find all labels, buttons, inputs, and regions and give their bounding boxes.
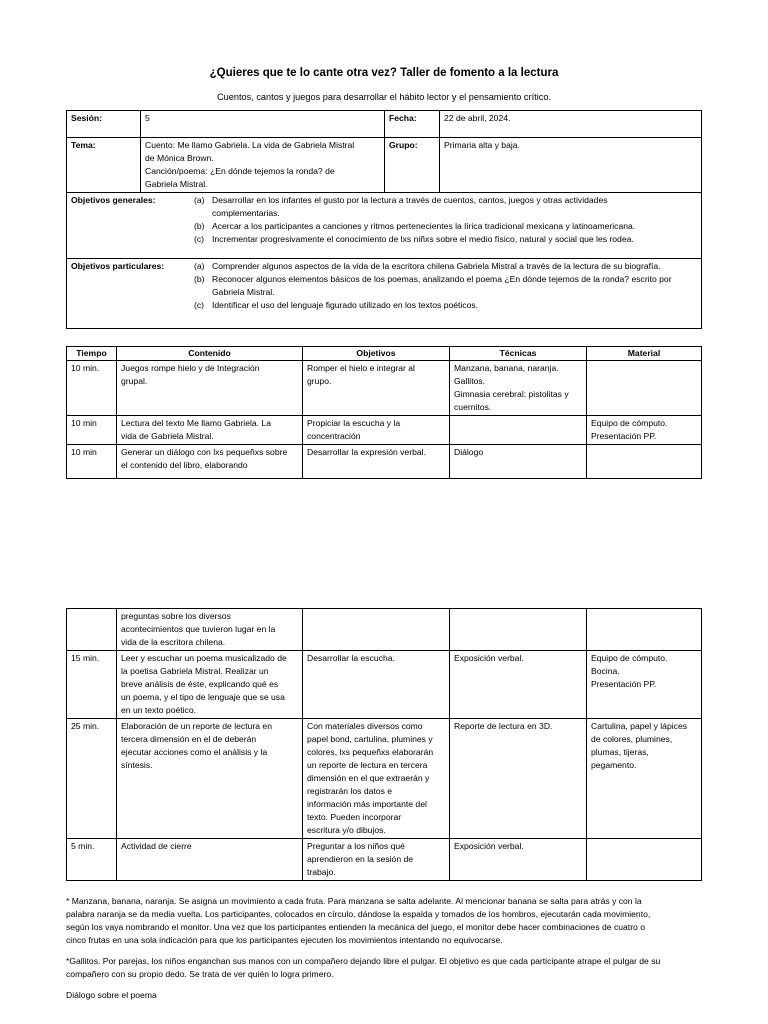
text-line: de Mónica Brown. (145, 153, 214, 163)
footnote-paragraph (66, 989, 706, 1002)
cell-tiempo (67, 416, 117, 445)
text-line: vida de Gabriela Mistral. (121, 431, 214, 441)
table-row (67, 416, 702, 445)
cell-objetivos (303, 361, 450, 416)
text-line: Gabriela Mistral. (145, 179, 208, 189)
text-line: Preguntar a los niños qué (307, 841, 405, 851)
text-line: papel bond, cartulina, plumines y (307, 734, 433, 744)
text-line: Generar un diálogo con lxs pequeñxs sobre (121, 447, 288, 457)
text-line: la poetisa Gabriela Mistral. Realizar un (121, 666, 269, 676)
text-line: escritura y/o dibujos. (307, 825, 386, 835)
footnote-paragraph (66, 895, 706, 947)
text-line: Presentación PP. (591, 431, 657, 441)
text-line: Con materiales diversos como (307, 721, 423, 731)
plan-table-page2 (66, 608, 702, 881)
cell-objetivos (303, 416, 450, 445)
text-line: Reconocer algunos elementos básicos de los poemas, analizando el poema ¿En dónde tejemos de la ronda? escrito por (212, 274, 672, 284)
cell-tecnicas (450, 651, 587, 719)
objective-item (194, 260, 697, 273)
text-line: colores, lxs pequeñxs elaborarán (307, 747, 434, 757)
text-line: 10 min (71, 447, 97, 457)
text-line: un poema, y el tipo de lenguaje que se usa (121, 692, 285, 702)
text-line: texto. Pueden incorporar (307, 812, 402, 822)
cell-tiempo (67, 445, 117, 479)
header-tecnicas: Técnicas (450, 347, 587, 361)
cell-contenido (117, 719, 303, 839)
text-line: ejecutar acciones como el análisis y la (121, 747, 268, 757)
header-contenido: Contenido (117, 347, 303, 361)
cell-tecnicas (450, 609, 587, 651)
cell-material (587, 416, 702, 445)
cell-material (587, 609, 702, 651)
text-line: de colores, plumines, (591, 734, 673, 744)
text-line: Reporte de lectura en 3D. (454, 721, 553, 731)
text-line: complementarias. (212, 208, 280, 218)
text-line: Leer y escuchar un poema musicalizado de (121, 653, 287, 663)
tema-value (141, 138, 385, 193)
objetivos-generales-list (194, 194, 697, 246)
objective-letter: (c) (194, 300, 205, 310)
text-line: pegamento. (591, 760, 637, 770)
text-line: plumas, tijeras, (591, 747, 649, 757)
text-line: información más importante del (307, 799, 427, 809)
text-line: cuernitos. (454, 402, 492, 412)
table-row (67, 361, 702, 416)
cell-tecnicas (450, 839, 587, 881)
text-line: Lectura del texto Me llamo Gabriela. La (121, 418, 271, 428)
text-line: concentración (307, 431, 361, 441)
text-line: Cuento: Me llamo Gabriela. La vida de Gabriela Mistral (145, 140, 355, 150)
cell-material (587, 445, 702, 479)
sesion-label: Sesión: (67, 111, 141, 138)
cell-material (587, 361, 702, 416)
cell-tiempo (67, 361, 117, 416)
cell-contenido (117, 651, 303, 719)
text-line: Canción/poema: ¿En dónde tejemos la ronda? de (145, 166, 335, 176)
objective-letter: (a) (194, 261, 205, 271)
cell-material (587, 719, 702, 839)
cell-objetivos (303, 839, 450, 881)
cell-tiempo (67, 609, 117, 651)
text-line: 5 min. (71, 841, 95, 851)
objective-item (194, 273, 697, 299)
text-line: Comprender algunos aspectos de la vida de la escritora chilena Gabriela Mistral a través de la lectura de su biografía. (212, 261, 661, 271)
table-row (67, 839, 702, 881)
text-line: Gallitos. (454, 376, 486, 386)
document-subtitle: Cuentos, cantos y juegos para desarrollar el hábito lector y el pensamiento crítico. (217, 92, 551, 102)
text-line: Juegos rompe hielo y de Integración (121, 363, 260, 373)
objetivos-generales-label: Objetivos generales: (71, 195, 156, 205)
text-line: Cartulina, papel y lápices (591, 721, 688, 731)
objective-item (194, 233, 697, 246)
text-line: Incrementar progresivamente el conocimiento de lxs niñxs sobre el medio físico, natural y social que les rodea. (212, 234, 634, 244)
text-line: 10 min. (71, 363, 100, 373)
grupo-label: Grupo: (385, 138, 440, 193)
text-line: Gimnasia cerebral: pistolitas y (454, 389, 569, 399)
tema-label: Tema: (67, 138, 141, 193)
text-line: Diálogo sobre el poema (66, 990, 157, 1000)
text-line: según los vaya nombrando el monitor. Una vez que los participantes entienden la mecánica del juego, el monitor debe hacer combinaciones de cuatro o (66, 922, 645, 932)
cell-objetivos (303, 445, 450, 479)
text-line: Desarrollar la expresión verbal. (307, 447, 426, 457)
cell-material (587, 651, 702, 719)
text-line: Bocina. (591, 666, 620, 676)
document-title: ¿Quieres que te lo cante otra vez? Taller de fomento a la lectura (209, 67, 559, 79)
text-line: *Gallitos. Por parejas, los niños enganchan sus manos con un compañero dejando libre el pulgar. El objetivo es que cada participante atrape el pulgar de su (66, 956, 661, 966)
cell-objetivos (303, 719, 450, 839)
objetivos-particulares-list (194, 260, 697, 312)
cell-material (587, 839, 702, 881)
cell-contenido (117, 445, 303, 479)
text-line: 25 min. (71, 721, 100, 731)
text-line: 15 min. (71, 653, 100, 663)
text-line: Equipo de cómputo. (591, 653, 668, 663)
fecha-value: 22 de abril, 2024. (440, 111, 702, 138)
cell-tecnicas (450, 361, 587, 416)
objective-item (194, 299, 697, 312)
text-line: Identificar el uso del lenguaje figurado utilizado en los textos poéticos. (212, 300, 479, 310)
text-line: Desarrollar en los infantes el gusto por la lectura a través de cuentos, cantos, juegos y otras actividades (212, 195, 608, 205)
text-line: Exposición verbal. (454, 653, 524, 663)
text-line: Exposición verbal. (454, 841, 524, 851)
plan-table-page1 (66, 346, 702, 479)
fecha-label: Fecha: (385, 111, 440, 138)
text-line: Gabriela Mistral. (212, 287, 275, 297)
text-line: palabra naranja se da media vuelta. Los participantes, colocados en círculo, dándose la espalda y tomados de los hombros, ejecutarán cada movimiento, (66, 909, 651, 919)
text-line: Propiciar la escucha y la (307, 418, 401, 428)
cell-tecnicas (450, 416, 587, 445)
text-line: vida de la escritora chilena. (121, 637, 226, 647)
sesion-value: 5 (141, 111, 385, 138)
footnotes (66, 895, 706, 1010)
text-line: Presentación PP. (591, 679, 657, 689)
cell-tiempo (67, 719, 117, 839)
header-tiempo: Tiempo (67, 347, 117, 361)
cell-tiempo (67, 651, 117, 719)
header-material: Material (587, 347, 702, 361)
text-line: grupal. (121, 376, 148, 386)
text-line: trabajo. (307, 867, 336, 877)
cell-contenido (117, 416, 303, 445)
objective-letter: (b) (194, 274, 205, 284)
footnote-paragraph (66, 955, 706, 981)
cell-contenido (117, 361, 303, 416)
session-info-table (66, 110, 702, 329)
text-line: Actividad de cierre (121, 841, 192, 851)
text-line: aprendieron en la sesión de (307, 854, 414, 864)
text-line: * Manzana, banana, naranja. Se asigna un movimiento a cada fruta. Para manzana se salta adelante. Al mencionar banana se salta para atrás y con la (66, 896, 642, 906)
table-row (67, 609, 702, 651)
text-line: Equipo de cómputo. (591, 418, 668, 428)
table-row (67, 651, 702, 719)
objective-item (194, 220, 697, 233)
text-line: cinco frutas en una sola indicación para que los participantes ejecuten los movimientos intentando no equivocarse. (66, 935, 503, 945)
cell-tecnicas (450, 719, 587, 839)
cell-contenido (117, 839, 303, 881)
text-line: 10 min (71, 418, 97, 428)
text-line: Acercar a los participantes a canciones y ritmos pertenecientes la lírica tradicional mexicana y latinoamericana. (212, 221, 636, 231)
objective-item (194, 194, 697, 220)
header-objetivos: Objetivos (303, 347, 450, 361)
text-line: Romper el hielo e integrar al (307, 363, 415, 373)
text-line: preguntas sobre los diversos (121, 611, 231, 621)
table-row (67, 445, 702, 479)
objetivos-generales-cell (67, 193, 702, 259)
cell-objetivos (303, 609, 450, 651)
text-line: breve análisis de éste, explicando qué es (121, 679, 279, 689)
text-line: síntesis. (121, 760, 153, 770)
text-line: Diálogo (454, 447, 484, 457)
text-line: registrarán los datos e (307, 786, 393, 796)
grupo-value: Primaria alta y baja. (440, 138, 702, 193)
cell-tecnicas (450, 445, 587, 479)
objective-letter: (a) (194, 195, 205, 205)
text-line: compañero con su propio dedo. Se trata de ver quién lo logra primero. (66, 969, 334, 979)
text-line: Manzana, banana, naranja. (454, 363, 559, 373)
cell-tiempo (67, 839, 117, 881)
cell-objetivos (303, 651, 450, 719)
text-line: tercera dimensión en el de deberán (121, 734, 257, 744)
text-line: Elaboración de un reporte de lectura en (121, 721, 272, 731)
table-row (67, 719, 702, 839)
objective-letter: (b) (194, 221, 205, 231)
text-line: Desarrollar la escucha. (307, 653, 395, 663)
text-line: en un texto poético. (121, 705, 197, 715)
objetivos-particulares-cell (67, 259, 702, 329)
text-line: dimensión en el que extraerán y (307, 773, 430, 783)
text-line: grupo. (307, 376, 332, 386)
text-line: un reporte de lectura en tercera (307, 760, 428, 770)
text-line: acontecimientos que tuvieron lugar en la (121, 624, 276, 634)
objective-letter: (c) (194, 234, 205, 244)
cell-contenido (117, 609, 303, 651)
objetivos-particulares-label: Objetivos particulares: (71, 261, 165, 271)
text-line: el contenido del libro, elaborando (121, 460, 248, 470)
